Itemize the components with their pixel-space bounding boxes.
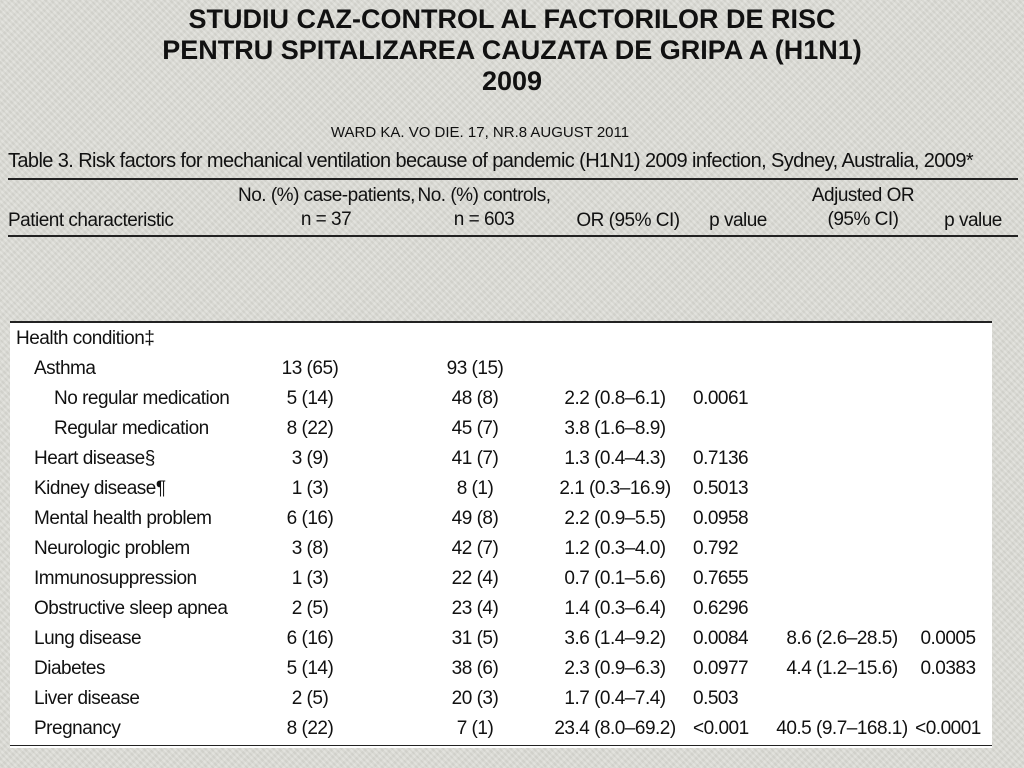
title-line: PENTRU SPITALIZAREA CAUZATA DE GRIPA A (H1N1) xyxy=(162,35,862,65)
cell-or: 2.3 (0.9–6.3) xyxy=(564,658,666,679)
header-rule xyxy=(8,235,1018,237)
header-p-value: p value xyxy=(709,210,767,231)
row-label: Mental health problem xyxy=(34,508,212,529)
cell-p: 0.7136 xyxy=(693,448,749,469)
header-case-patients-line2: n = 37 xyxy=(300,209,352,230)
cell-p: 0.6296 xyxy=(693,598,749,619)
cell-cases: 8 (22) xyxy=(286,418,334,439)
table-row xyxy=(10,504,992,534)
body-top-rule xyxy=(10,321,992,323)
cell-cases: 13 (65) xyxy=(281,358,339,379)
cell-cases: 5 (14) xyxy=(286,388,334,409)
row-label: No regular medication xyxy=(54,388,230,409)
table-row xyxy=(10,684,992,714)
table-row xyxy=(10,444,992,474)
cell-cases: 8 (22) xyxy=(286,718,334,739)
cell-or: 0.7 (0.1–5.6) xyxy=(564,568,666,589)
row-label: Pregnancy xyxy=(34,718,121,739)
cell-adjusted-p: 0.0383 xyxy=(920,658,976,679)
cell-or: 1.4 (0.3–6.4) xyxy=(564,598,666,619)
cell-cases: 1 (3) xyxy=(291,478,329,499)
table-row xyxy=(10,354,992,384)
table-row xyxy=(10,564,992,594)
table-row xyxy=(10,624,992,654)
cell-p: <0.001 xyxy=(693,718,749,739)
cell-cases: 1 (3) xyxy=(291,568,329,589)
cell-cases: 6 (16) xyxy=(286,508,334,529)
cell-controls: 41 (7) xyxy=(451,448,499,469)
row-label: Lung disease xyxy=(34,628,142,649)
cell-cases: 6 (16) xyxy=(286,628,334,649)
row-label: Obstructive sleep apnea xyxy=(34,598,228,619)
header-case-patients xyxy=(238,184,414,232)
cell-p: 0.503 xyxy=(693,688,739,709)
header-patient-characteristic: Patient characteristic xyxy=(8,210,174,231)
header-adjusted-or-line2: (95% CI) xyxy=(827,209,899,230)
cell-controls: 8 (1) xyxy=(456,478,494,499)
cell-p: 0.5013 xyxy=(693,478,749,499)
cell-adjusted-or: 8.6 (2.6–28.5) xyxy=(786,628,898,649)
cell-p: 0.0084 xyxy=(693,628,749,649)
cell-or: 1.7 (0.4–7.4) xyxy=(564,688,666,709)
cell-or: 3.6 (1.4–9.2) xyxy=(564,628,666,649)
table-row xyxy=(10,414,992,444)
cell-p: 0.792 xyxy=(693,538,739,559)
cell-adjusted-p: 0.0005 xyxy=(920,628,976,649)
header-controls xyxy=(415,184,553,232)
table-row xyxy=(10,714,992,744)
title-line: STUDIU CAZ-CONTROL AL FACTORILOR DE RISC xyxy=(188,4,836,34)
cell-controls: 23 (4) xyxy=(451,598,499,619)
cell-p: 0.0958 xyxy=(693,508,749,529)
row-label: Kidney disease¶ xyxy=(34,478,166,499)
table-header xyxy=(8,184,1008,234)
table-row xyxy=(10,474,992,504)
header-adjusted-p-value: p value xyxy=(944,210,1002,231)
cell-or: 1.3 (0.4–4.3) xyxy=(564,448,666,469)
row-label: Neurologic problem xyxy=(34,538,190,559)
row-label: Diabetes xyxy=(34,658,105,679)
header-controls-line1: No. (%) controls, xyxy=(417,185,551,206)
row-label: Heart disease§ xyxy=(34,448,155,469)
cell-controls: 38 (6) xyxy=(451,658,499,679)
table-row xyxy=(10,534,992,564)
section-row-health-condition xyxy=(10,324,992,354)
cell-controls: 31 (5) xyxy=(451,628,499,649)
table-caption: Table 3. Risk factors for mechanical ventilation because of pandemic (H1N1) 2009 infection, Sydney, Australia, 2009* xyxy=(8,150,974,172)
cell-controls: 20 (3) xyxy=(451,688,499,709)
cell-or: 1.2 (0.3–4.0) xyxy=(564,538,666,559)
cell-or: 23.4 (8.0–69.2) xyxy=(554,718,676,739)
row-label: Immunosuppression xyxy=(34,568,197,589)
cell-controls: 48 (8) xyxy=(451,388,499,409)
table-row xyxy=(10,384,992,414)
cell-or: 3.8 (1.6–8.9) xyxy=(564,418,666,439)
table-row xyxy=(10,654,992,684)
cell-controls: 93 (15) xyxy=(446,358,504,379)
table-row xyxy=(10,594,992,624)
row-label: Asthma xyxy=(34,358,96,379)
cell-or: 2.1 (0.3–16.9) xyxy=(559,478,671,499)
cell-cases: 2 (5) xyxy=(291,598,329,619)
row-label: Regular medication xyxy=(54,418,209,439)
cell-controls: 45 (7) xyxy=(451,418,499,439)
header-or: OR (95% CI) xyxy=(576,210,680,231)
cell-controls: 42 (7) xyxy=(451,538,499,559)
header-adjusted-or xyxy=(798,184,928,232)
cell-p: 0.0061 xyxy=(693,388,749,409)
cell-or: 2.2 (0.8–6.1) xyxy=(564,388,666,409)
source-citation: WARD KA. VO DIE. 17, NR.8 AUGUST 2011 xyxy=(330,124,630,141)
cell-adjusted-or: 40.5 (9.7–168.1) xyxy=(776,718,908,739)
table-body xyxy=(10,321,992,748)
cell-adjusted-or: 4.4 (1.2–15.6) xyxy=(786,658,898,679)
header-adjusted-or-line1: Adjusted OR xyxy=(811,185,915,206)
slide-title xyxy=(0,4,1024,97)
header-case-patients-line1: No. (%) case-patients, xyxy=(238,185,415,206)
row-label: Liver disease xyxy=(34,688,140,709)
title-line: 2009 xyxy=(481,66,543,96)
cell-adjusted-p: <0.0001 xyxy=(915,718,981,739)
cell-or: 2.2 (0.9–5.5) xyxy=(564,508,666,529)
cell-cases: 5 (14) xyxy=(286,658,334,679)
cell-cases: 3 (9) xyxy=(291,448,329,469)
section-label: Health condition‡ xyxy=(16,328,155,349)
body-bottom-rule xyxy=(10,745,992,746)
cell-controls: 49 (8) xyxy=(451,508,499,529)
caption-rule xyxy=(8,178,1018,180)
cell-p: 0.0977 xyxy=(693,658,749,679)
cell-controls: 22 (4) xyxy=(451,568,499,589)
header-controls-line2: n = 603 xyxy=(453,209,515,230)
cell-cases: 3 (8) xyxy=(291,538,329,559)
cell-p: 0.7655 xyxy=(693,568,749,589)
cell-controls: 7 (1) xyxy=(456,718,494,739)
cell-cases: 2 (5) xyxy=(291,688,329,709)
